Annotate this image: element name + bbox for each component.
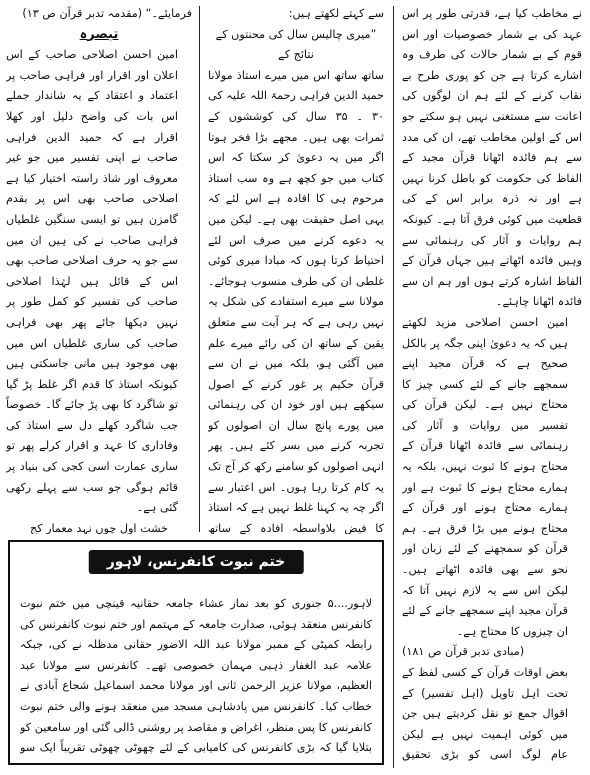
middle-intro: سے کہتے لکھتے ہیں: — [288, 7, 384, 20]
notice-banner: ختم نبوت کانفرنس، لاہور — [89, 550, 304, 574]
column-divider-right — [393, 6, 394, 768]
notice-box — [8, 540, 384, 765]
right-paragraph-3: بعض اوقات قرآن کے کسی لفظ کے تحت اہل تاویل (اہل تفسیر) کے اقوال جمع تو نقل کردیتے ہیں جن میں کوئی اہمیت نہیں ہے لیکن عام لوگ اسی کو بڑی تحقیق — [402, 666, 568, 762]
right-citation-1: (مبادی تدبر قرآن ص ۱۸۱) — [402, 645, 525, 659]
middle-column — [208, 4, 384, 534]
notice-paragraph: لاہور....۵ جنوری کو بعد نماز عشاء جامعہ حقانیہ قینچی میں ختم نبوت کانفرنس منعقد ہوئی، صدارت جامعہ کے مہتمم اور ختم نبوت کانفرنس کی رابطہ کمیٹی کے ممبر مولانا عبد اللہ الاضور حقانی مدظلہ نے کی، جبکہ علامہ عبد الغفار ذہبی مہمان خصوصی تھے۔ کانفرنس سے مولانا عبد العظیم، مولانا عزیز الرحمن ثانی اور مولانا محمد اسماعیل شجاع آبادی نے خطاب کیا۔ کانفرنس میں پادشاہی مسجد میں منعقد ہونے والی ختم نبوت کانفرنس کا پس منظر، اغراض و مقاصد پر روشنی ڈالی گئی اور سامعین کو بتلایا گیا کہ بڑی کانفرنس کی کامیابی کے لئے چھوٹی چھوٹی تقریباً ایک سو — [20, 597, 372, 755]
left-header: فرمایئے۔“ (مقدمہ تدبر قرآن ص ۱۳) — [22, 7, 192, 20]
middle-quote-opening: ”میری چالیس سال کی محنتوں کے نتائج کے — [215, 27, 377, 62]
notice-body — [20, 594, 372, 757]
right-paragraph-2: امین احسن اصلاحی مزید لکھتے ہیں کہ یہ دعویٰ اپنی جگہ پر بالکل صحیح ہے کہ قرآن مجید اپنے سمجھے جانے کے لئے کسی چیز کا محتاج نہیں ہے۔ لیکن قرآن کی تفسیر میں روایات و آثار کی رہنمائی سے فائدہ اٹھانا قرآن کے محتاج ہونے کا ثبوت نہیں، بلکہ یہ ہمارے محتاج ہونے کا ثبوت ہے اور ہمارے محتاج ہونے اور قرآن کے محتاج ہونے میں بڑا فرق ہے۔ ہم قرآن کو سمجھنے کے لئے زبان اور نحو سے بھی فائدہ اٹھاتے ہیں۔ لیکن اس سے یہ لازم نہیں آتا کہ قرآن مجید اپنے سمجھے جانے کے لئے ان چیزوں کا محتاج ہے۔ — [402, 315, 568, 638]
review-paragraph: امین احسن اصلاحی صاحب کے اس اعلان اور اقرار اور فراہی صاحب پر اعتماد و اعتقاد کے یہ شاندار جملے اس بات کی واضح دلیل اور کھلا اقرار ہے کہ حمید الدین فراہی صاحب نے اپنی تفسیر میں جو غیر معروف اور شاذ راستہ اختیار کیا ہے اصلاحی صاحب بھی اس پر بقدم گامزن ہیں تو ایسی سنگین غلطیاں فراہی صاحب نے کی ہیں ان میں سے جو یہ حرف اصلاحی صاحب بھی اس کے قائل ہیں لہٰذا اصلاحی صاحب کی تفسیر کو کمل طور پر نہیں دیکھا جائے پھر بھی فراہی صاحب کی ساری غلطیاں اس میں بھی موجود ہیں مانی جاسکتی ہیں کیونکہ استاذ کا قدم اگر غلط پڑ گیا تو شاگرد کا بھی پڑ جائے گا۔ خصوصاً جب شاگرد کھلے دل سے استاذ کی وفاداری کا عہد و اقرار کرلے پھر تو ساری عمارت اسی کجی کی بنیاد پر قائم ہوگی جو سب سے پہلے رکھی گئی ہے۔ — [6, 48, 178, 515]
column-divider-left — [199, 6, 200, 532]
right-column — [402, 4, 582, 769]
right-paragraph-1: نے مخاطب کیا ہے، قدرتی طور پر اس عہد کی بے شمار خصوصیات اور اس قوم کے بے شمار حالات کی طرف وہ اشارے کرتا ہے جن کو پوری طرح بے نقاب کرنے کے لئے ہم ان لوگوں کی اعانت سے مستغنی نہیں ہو سکتے جو اس کے اولین مخاطب تھے، ان کی مدد سے ہم فائدہ اٹھانا قرآن مجید کے الفاظ کی حکومت کو باطل کرنا نہیں ہے اور نہ ذرہ برابر اس کے کی قطعیت میں کوئی فرق آتا ہے۔ کیونکہ ہم روایات و آثار کی رہنمائی سے وہیں فائدہ اٹھاتے ہیں جہاں قرآن کے الفاظ اشارہ کرتے ہوں اور ہم ان سے فائدہ اٹھانا چاہئے۔ — [402, 7, 582, 309]
left-column — [6, 4, 192, 534]
poem-line-1: خشت اول چوں نہد معمار کج — [30, 521, 168, 534]
review-title: تبصرہ — [79, 26, 119, 42]
middle-body: ساتھ ساتھ اس میں میرے استاذ مولانا حمید الدین فراہی رحمۃ اللہ علیہ کی ۳۰ ۔ ۳۵ سال کی کوششوں کے ثمرات بھی ہیں۔ مجھے بڑا فخر ہوتا اگر میں یہ دعویٰ کر سکتا کہ اس کتاب میں جو کچھ ہے وہ سب استاذ مرحوم ہی کا افادہ ہے اس لئے کہ یہی اصل حقیقت بھی ہے۔ لیکن میں یہ دعوے کرنے میں صرف اس لئے احتیاط کرتا ہوں کہ مبادا میری کوئی غلطی ان کی طرف منسوب ہوجائے۔ مولانا سے میرے استفادے کی شکل یہ نہیں رہی ہے کہ ہر آیت سے متعلق یقین کے ساتھ ان کی رائے میرے علم میں آگئی ہو، بلکہ میں نے ان سے قرآن حکیم پر غور کرنے کے اصول سیکھے ہیں اور خود ان کی رہنمائی میں پورے پانچ سال ان اصولوں کو تجربہ کرنے میں بسر کئے ہیں۔ پھر انہی اصولوں کو سامنے رکھ کر آج تک یہ کام کرتا رہا ہوں۔ اس اعتبار سے اگر چہ یہ کہنا غلط نہیں ہے کہ استاذ کا فیض بلاواسطہ افادہ کے ساتھ — [208, 68, 384, 534]
